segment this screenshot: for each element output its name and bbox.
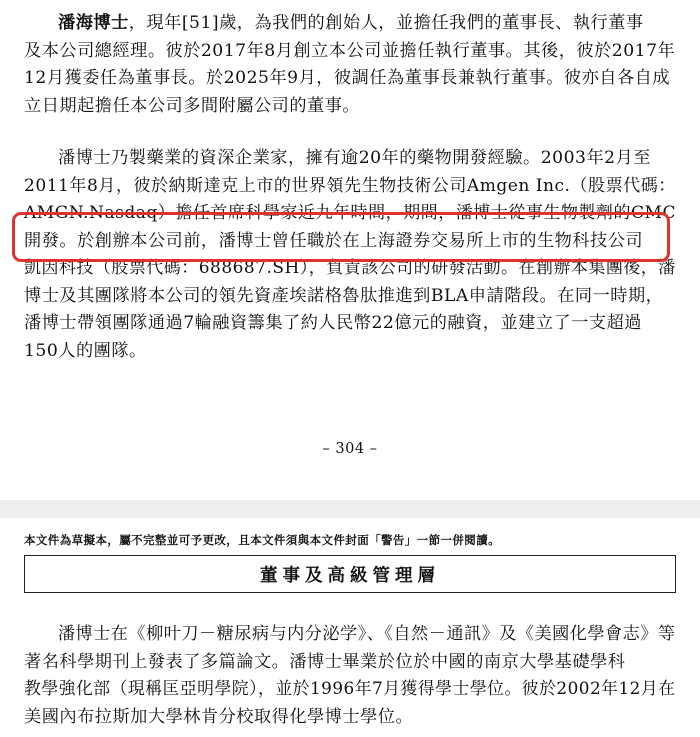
section-title-box xyxy=(24,555,676,593)
paragraph-line: AMGN.Nasdaq）擔任首席科學家近九年時間，期間，潘博士從事生物製劑的CMC xyxy=(24,203,676,223)
highlight-annotation-box xyxy=(12,212,670,262)
paragraph-line: 著名科學期刊上發表了多篇論文。潘博士畢業於位於中國的南京大學基礎學科 xyxy=(24,651,626,672)
paragraph-line: 12月獲委任為董事長。於2025年9月，彼調任為董事長兼執行董事。彼亦自各自成 xyxy=(24,68,671,88)
paragraph-line: 2011年8月，彼於納斯達克上市的世界領先生物技術公司Amgen Inc.（股票代碼： xyxy=(24,175,676,196)
page-number: – 304 – xyxy=(322,441,378,457)
paragraph-line: 潘海博士，現年[51]歲，為我們的創始人，並擔任我們的董事長、執行董事 xyxy=(58,13,644,33)
page-separator xyxy=(0,500,700,518)
paragraph-line: 立日期起擔任本公司多間附屬公司的董事。 xyxy=(24,95,361,116)
section-title: 董事及高級管理層 xyxy=(260,565,440,586)
paragraph-line: 潘博士乃製藥業的資深企業家，擁有逾20年的藥物開發經驗。2003年2月至 xyxy=(58,148,651,168)
paragraph-line: 及本公司總經理。彼於2017年8月創立本公司並擔任執行董事。其後，彼於2017年 xyxy=(24,40,676,61)
paragraph-line: 教學強化部（現稱匡亞明學院），並於1996年7月獲得學士學位。彼於2002年12月在 xyxy=(24,679,676,699)
paragraph-bio-intro xyxy=(24,10,676,120)
paragraph-line: 博士及其團隊將本公司的領先資產埃諾格魯肽推進到BLA申請階段。在同一時期， xyxy=(24,285,664,306)
paragraph-line: 潘博士在《柳叶刀－糖尿病与内分泌学》、《自然－通訊》及《美國化學會志》等 xyxy=(57,624,676,644)
person-name: 潘海博士 xyxy=(58,13,129,33)
paragraph-line: 美國內布拉斯加大學林肯分校取得化學博士學位。 xyxy=(24,706,414,727)
paragraph-publications-education xyxy=(24,621,676,731)
paragraph-line: 開發。於創辦本公司前，潘博士曾任職於在上海證券交易所上市的生物科技公司 xyxy=(24,230,644,251)
paragraph-line: 潘博士帶領團隊通過7輪融資籌集了約人民幣22億元的融資，並建立了一支超過 xyxy=(24,313,642,333)
paragraph-line: 150人的團隊。 xyxy=(24,340,147,361)
paragraph-line: 凱因科技（股票代碼：688687.SH），負責該公司的研發活動。在創辦本集團後，潘 xyxy=(24,258,676,278)
draft-notice: 本文件為草擬本，屬不完整並可予更改，且本文件須與本文件封面「警告」一節一併閱讀。 xyxy=(24,533,500,547)
